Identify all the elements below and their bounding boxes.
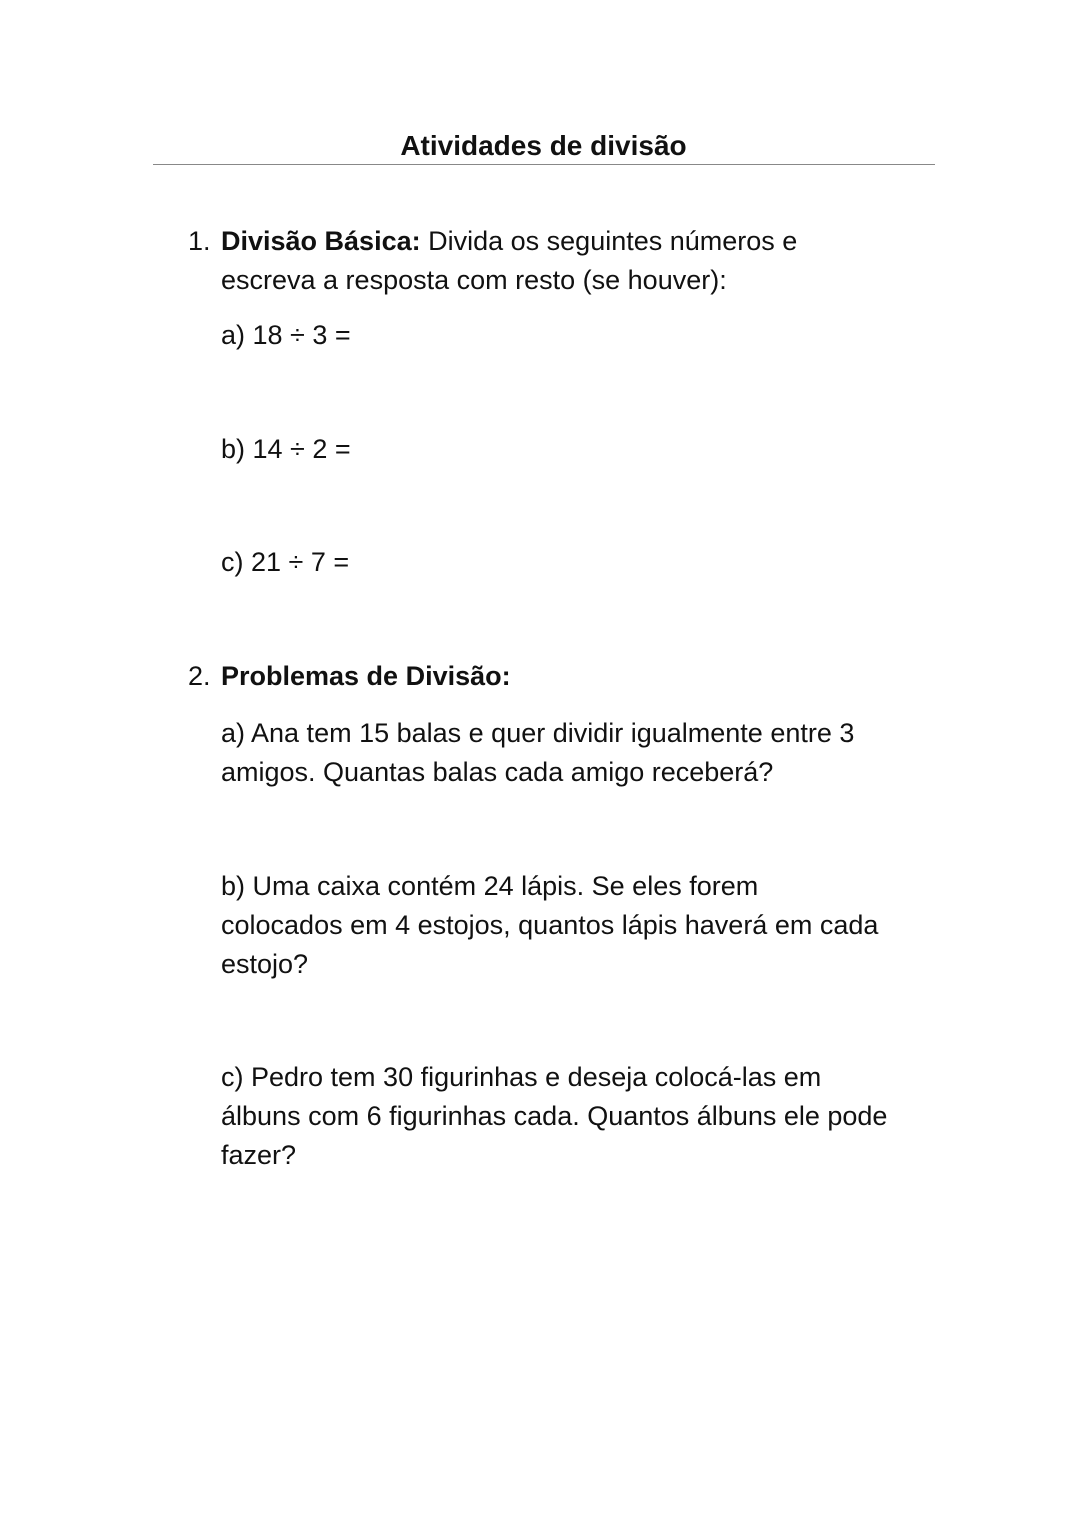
section-1-instructions: Divida os seguintes números e escreva a resposta com resto (se houver): bbox=[221, 226, 798, 295]
problem-2c: c) Pedro tem 30 figurinhas e deseja colocá-las em álbuns com 6 figurinhas cada. Quantos álbuns ele pode fazer? bbox=[221, 1062, 888, 1170]
section-1-intro bbox=[221, 222, 861, 300]
section-2-heading: Problemas de Divisão: bbox=[221, 661, 511, 691]
problem-2b: b) Uma caixa contém 24 lápis. Se eles forem colocados em 4 estojos, quantos lápis haverá em cada estojo? bbox=[221, 871, 879, 979]
title-divider bbox=[153, 164, 935, 165]
problem-2a: a) Ana tem 15 balas e quer dividir igualmente entre 3 amigos. Quantas balas cada amigo receberá? bbox=[221, 718, 855, 787]
exercise-1a: a) 18 ÷ 3 = bbox=[221, 320, 351, 350]
section-2-number: 2. bbox=[188, 661, 211, 691]
section-2-heading-line bbox=[221, 657, 921, 696]
exercise-1c: c) 21 ÷ 7 = bbox=[221, 547, 350, 577]
page-title: Atividades de divisão bbox=[400, 130, 687, 161]
section-1-heading: Divisão Básica: bbox=[221, 226, 421, 256]
section-1-number: 1. bbox=[188, 226, 211, 256]
exercise-1b: b) 14 ÷ 2 = bbox=[221, 434, 351, 464]
